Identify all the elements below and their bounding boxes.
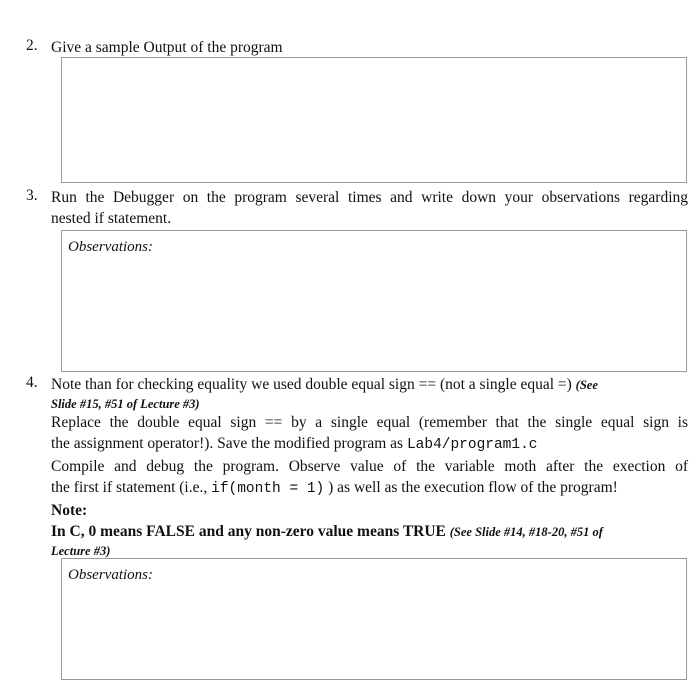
note-line-2 (51, 543, 688, 559)
question-4-number: 4. (26, 374, 38, 391)
note-reference-end: Lecture #3) (51, 544, 111, 558)
equality-note-text: Note than for checking equality we used double equal sign == (not a single equal =) (51, 376, 572, 393)
question-3-line-2: nested if statement. (51, 210, 172, 227)
question-4-line-3: Replace the double equal sign == by a single equal (remember that the single equal sign is (51, 414, 688, 431)
question-4-line-6 (51, 477, 688, 500)
note-text: In C, 0 means FALSE and any non-zero value means TRUE (51, 523, 446, 540)
note-reference-start: (See Slide #14, #18-20, #51 of (449, 525, 603, 539)
question-4-line-4 (51, 433, 688, 456)
note-line-1 (51, 521, 688, 543)
question-2-number: 2. (26, 37, 38, 54)
sample-output-box[interactable] (61, 57, 687, 183)
question-3-line-1: Run the Debugger on the program several times and write down your observations regarding (51, 189, 688, 206)
observations-box-2[interactable] (61, 558, 687, 680)
question-4-line-1 (51, 374, 688, 396)
slide-reference-end: Slide #15, #51 of Lecture #3) (51, 397, 200, 411)
question-4-line-5: Compile and debug the program. Observe value of the variable moth after the exection of (51, 458, 688, 475)
slide-reference-start: (See (575, 378, 598, 392)
observations-label-1: Observations: (68, 239, 153, 255)
if-statement-prefix: the first if statement (i.e., (51, 479, 208, 496)
if-statement-suffix: ) as well as the execution flow of the program! (328, 479, 618, 496)
if-statement-code: if(month = 1) (211, 481, 325, 497)
question-4-line-2 (51, 396, 688, 412)
observations-label-2: Observations: (68, 567, 153, 583)
question-3-number: 3. (26, 187, 38, 204)
question-2-text: Give a sample Output of the program (51, 39, 283, 56)
note-label: Note: (51, 502, 88, 519)
program-filename: Lab4/program1.c (406, 437, 538, 453)
observations-box-1[interactable] (61, 230, 687, 372)
save-instruction-text: the assignment operator!). Save the modified program as (51, 435, 404, 452)
